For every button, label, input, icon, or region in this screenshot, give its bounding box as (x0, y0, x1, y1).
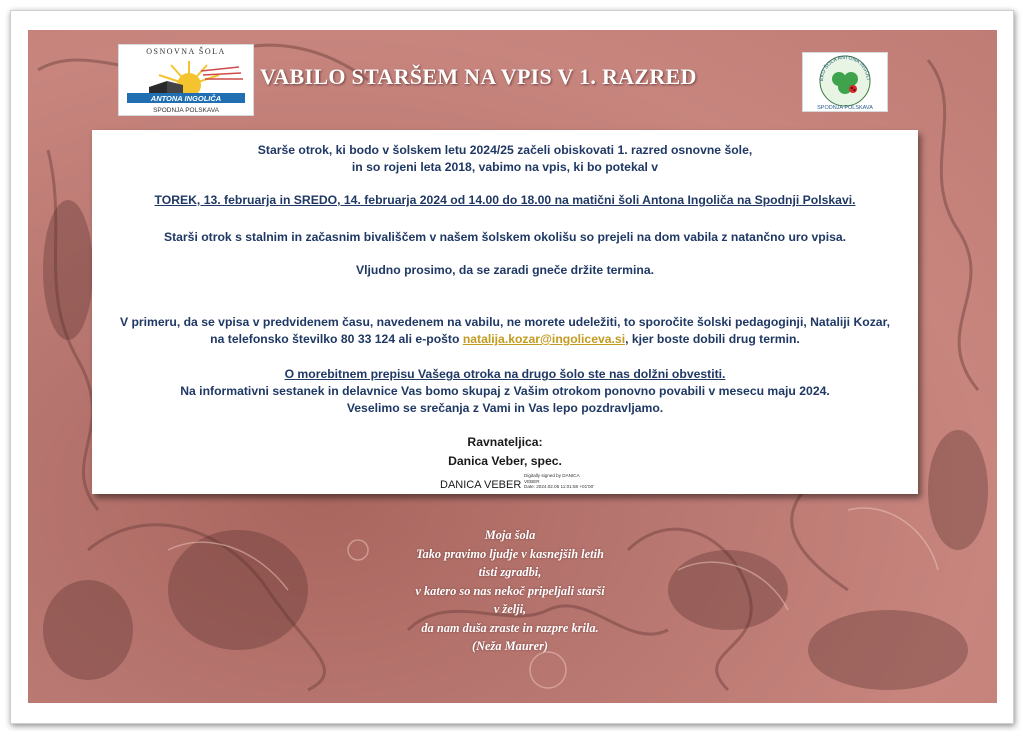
closing-line: Veselimo se srečanja z Vami in Vas lepo pozdravljamo. (346, 401, 664, 415)
page-title: VABILO STARŠEM NA VPIS V 1. RAZRED (260, 64, 697, 89)
digital-signature-line-1: Digitally signed by DANICA (524, 473, 580, 478)
logo-band-text: ANTONA INGOLIČA (150, 94, 222, 103)
signature-role: Ravnateljica: (467, 435, 543, 449)
absence-line-2-suffix: , kjer boste dobili drug termin. (625, 332, 800, 346)
intro-line-2: in so rojeni leta 2018, vabimo na vpis, ki bo potekal v (351, 160, 659, 174)
poem-author: (Neža Maurer) (471, 639, 549, 653)
poem-line: Moja šola (484, 528, 536, 542)
meeting-note: Na informativni sestanek in delavnice Vas bomo skupaj z Vašim otrokom ponovno povabili v mesecu maju 2024. (180, 384, 830, 398)
eco-school-logo (802, 52, 888, 112)
digital-signature-details (524, 473, 614, 490)
eco-logo-arc-text: EKO ŠOLA ANTONA INGOLI (818, 54, 871, 82)
logo-bottom-text: SPODNJA POLSKAVA (153, 107, 219, 114)
ladybug-icon (849, 85, 857, 93)
intro-line-1: Starše otrok, ki bodo v šolskem letu 2024/25 začeli obiskovati 1. razred osnovne šole, (257, 143, 753, 157)
transfer-note: O morebitnem prepisu Vašega otroka na drugo šolo ste nas dolžni obvestiti. (284, 367, 726, 381)
poem-line: v želji, (493, 602, 527, 616)
poem-line: Tako pravimo ljudje v kasnejših letih (416, 546, 604, 561)
invitations-sent-note: Starši otrok s stalnim in začasnim bivališčem v našem šolskem okolišu so prejeli na dom vabila z natančno uro vpisa. (163, 230, 847, 244)
poem-line: da nam duša zraste in razpre krila. (421, 620, 599, 635)
absence-line-1: V primeru, da se vpisa v predvidenem času, navedenem na vabilu, ne morete udeležiti, to sporočite šolski pedagoginji, Nataliji Kozar, (119, 315, 891, 329)
poem-line: tisti zgradbi, (478, 565, 542, 579)
eco-logo-bottom-text: SPODNJA POLSKAVA (817, 105, 873, 111)
email-link[interactable]: natalija.kozar@ingoliceva.si (462, 332, 626, 346)
invitation-card (92, 130, 918, 494)
logo-top-text: OSNOVNA ŠOLA (146, 47, 226, 56)
absence-line-2 (92, 331, 918, 348)
digital-signature-line-2: VEBER (524, 478, 540, 484)
poem (360, 526, 660, 656)
enrollment-dates: TOREK, 13. februarja in SREDO, 14. februarja 2024 od 14.00 do 18.00 na matični šoli Antona Ingoliča na Spodnji Polskavi. (154, 193, 856, 207)
poem-line: v katero so nas nekoč pripeljali starši (415, 583, 605, 598)
signature-name: Danica Veber, spec. (448, 454, 562, 468)
school-logo (118, 44, 254, 116)
digital-signature-name: DANICA VEBER (440, 479, 522, 491)
crowd-note: Vljudno prosimo, da se zaradi gneče držite termina. (356, 263, 654, 277)
absence-line-2-prefix: na telefonsko številko 80 33 124 ali e-pošto (210, 332, 463, 346)
digital-signature-line-3: Date: 2024.02.05 11:01:58 +01'00' (524, 484, 594, 489)
